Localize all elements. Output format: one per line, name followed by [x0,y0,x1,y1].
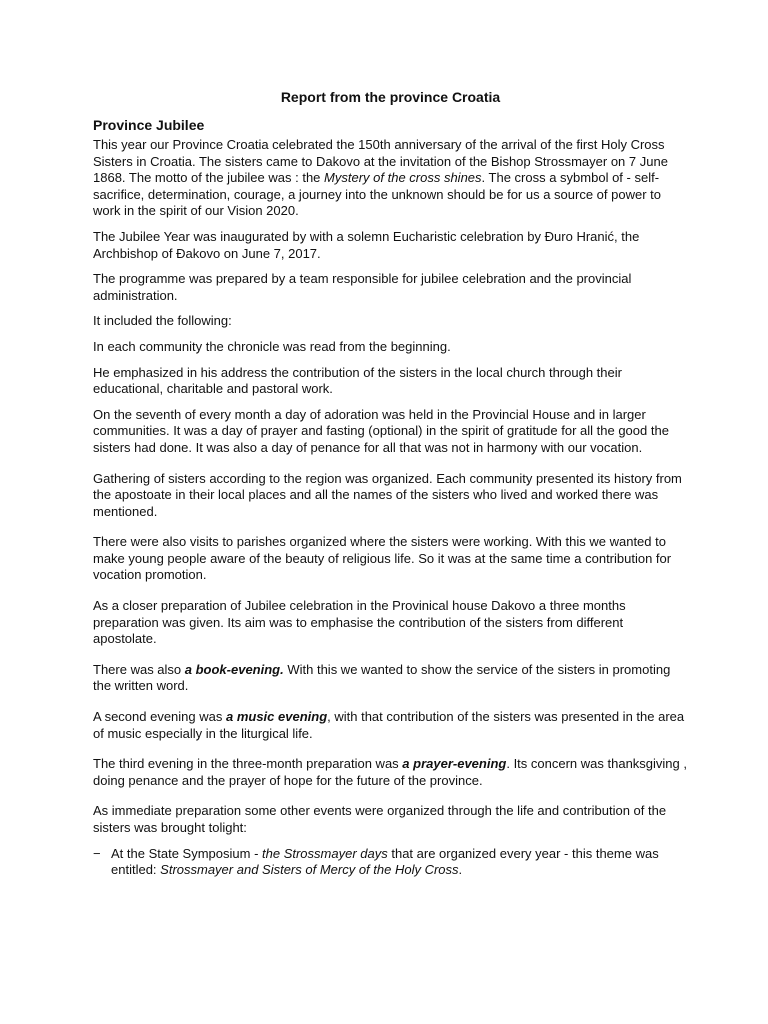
jubilee-motto: Mystery of the cross shines [324,170,482,186]
paragraph-music-evening [93,709,688,742]
paragraph-gathering: Gathering of sisters according to the region was organized. Each community presented its history from the apostoate in their local places and all the names of the sisters who lived and worked there was mentioned. [93,470,682,519]
paragraph-programme: The programme was prepared by a team responsible for jubilee celebration and the provincial administration. [93,271,632,303]
paragraph-anniversary [93,137,688,220]
paragraph-text: . The cross a sybmbol of - self-sacrifice, determination, courage, a journey into the unknown should be for us a source of power to work in the spirit of our Vision 2020. [93,170,661,219]
paragraph-text: This year our Province Croatia celebrated the 150th anniversary of the arrival of the first Holy Cross Sisters in Croatia. The sisters came to Dakovo at the invitation of the Bishop Strossmayer on 7 June 1868. The motto of the jubilee was : the [93,137,668,186]
events-list [93,846,688,879]
list-item-text: . [458,862,463,878]
paragraph-parish-visits: There were also visits to parishes organized where the sisters were working. With this we wanted to make young people aware of the beauty of religious life. So it was at the same time a contribution for vocation promotion. [93,534,672,583]
music-evening-label: a music evening [225,709,328,725]
book-evening-label: a book-evening. [184,661,284,677]
paragraph-immediate-preparation: As immediate preparation some other events were organized through the life and contribution of the sisters was brought tolight: [93,803,667,835]
strossmayer-days-label: the Strossmayer days [262,845,388,861]
paragraph-included: It included the following: [93,313,232,329]
section-heading: Province Jubilee [93,117,205,133]
list-item-text: that are organized every year - this theme was entitled: [111,845,659,878]
symposium-theme-label: Strossmayer and Sisters of Mercy of the Holy Cross [160,862,459,878]
paragraph-chronicle: In each community the chronicle was read from the beginning. [93,338,451,354]
paragraph-adoration: On the seventh of every month a day of adoration was held in the Provincial House and in larger communities. It was a day of prayer and fasting (optional) in the spirit of gratitude for all the good the sisters had done. It was also a day of penance for all that was not in harmony with our vocation. [93,406,669,455]
paragraph-text: . Its concern was thanksgiving , doing penance and the prayer of hope for the future of the province. [93,756,687,788]
paragraph-address: He emphasized in his address the contribution of the sisters in the local church through their educational, charitable and pastoral work. [93,364,622,397]
page-title: Report from the province Croatia [280,89,501,105]
paragraph-text: , with that contribution of the sisters was presented in the area of music especially in the liturgical life. [93,709,685,741]
prayer-evening-label: a prayer-evening [402,756,507,772]
list-item-text: At the State Symposium - [111,845,263,861]
dash-bullet-icon: − [93,845,101,861]
paragraph-text: With this we wanted to show the service of the sisters in promoting the written word. [93,661,671,694]
paragraph-prayer-evening [93,756,688,789]
paragraph-text: A second evening was [93,709,226,725]
paragraph-preparation: As a closer preparation of Jubilee celebration in the Provinical house Dakovo a three months preparation was given. Its aim was to emphasise the contribution of the sisters from different apostolate. [93,598,626,647]
paragraph-inauguration: The Jubilee Year was inaugurated by with a solemn Eucharistic celebration by Đuro Hranić, the Archbishop of Đakovo on June 7, 2017. [93,228,640,261]
paragraph-text: There was also [93,661,185,677]
paragraph-book-evening [93,662,688,695]
list-item [93,846,688,879]
paragraph-text: The third evening in the three-month preparation was [93,756,403,772]
